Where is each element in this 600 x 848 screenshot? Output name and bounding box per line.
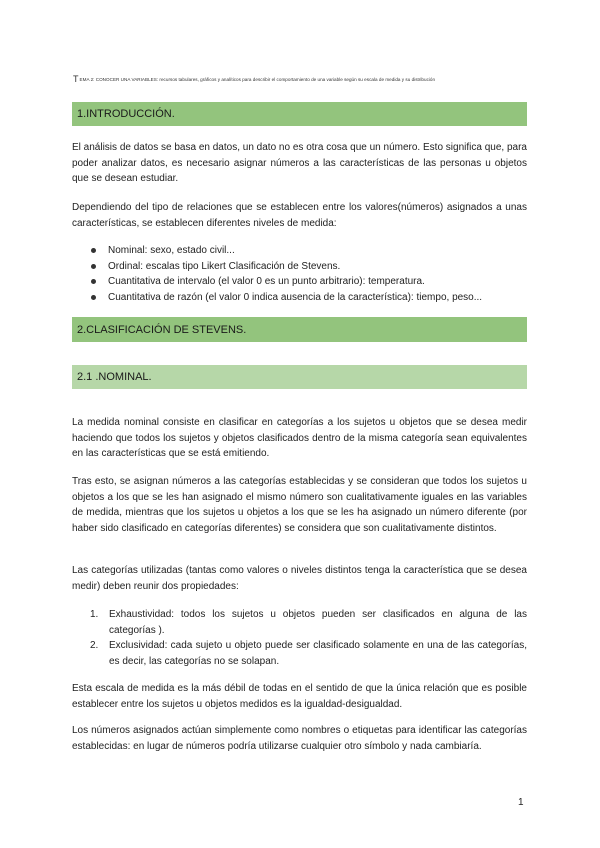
list-item: Cuantitativa de razón (el valor 0 indica ausencia de la característica): tiempo, peso... xyxy=(72,290,527,306)
list-item: 1. Exhaustividad: todos los sujetos u objetos pueden ser clasificados en alguna de las categorías ). xyxy=(90,609,527,636)
page-number: 1 xyxy=(518,797,524,808)
section-heading-stevens xyxy=(72,317,527,342)
list-item: Cuantitativa de intervalo (el valor 0 es un punto arbitrario): temperatura. xyxy=(72,274,527,290)
list-item: Nominal: sexo, estado civil... xyxy=(72,243,527,259)
section-heading-text: 2.CLASIFICACIÓN DE STEVENS. xyxy=(77,323,247,336)
nominal-paragraph-5: Los números asignados actúan simplemente como nombres o etiquetas para identificar las categorías establecidas: en lugar de números podría utilizarse cualquier otro símbolo y nada cambiaría. xyxy=(72,725,527,752)
nominal-paragraph-3: Las categorías utilizadas (tantas como valores o niveles distintos tenga la característica que se desea medir) deben reunir dos propiedades: xyxy=(72,565,527,592)
section-heading-introduccion xyxy=(72,102,527,126)
section-heading-text: 1.INTRODUCCIÓN. xyxy=(77,108,175,120)
bullet-icon xyxy=(91,248,96,253)
nominal-paragraph-1: La medida nominal consiste en clasificar en categorías a los sujetos u objetos que se desea medir haciendo que todos los sujetos y objetos clasificados dentro de la misma categoría sean equivalentes en las características que se está emitiendo. xyxy=(72,417,527,459)
page-header xyxy=(73,74,533,84)
header-initial: T xyxy=(73,74,79,84)
intro-paragraph-2: Dependiendo del tipo de relaciones que se establecen entre los valores(números) asignados a unas características, se establecen diferentes niveles de medida: xyxy=(72,202,527,229)
bullet-icon xyxy=(91,279,96,284)
header-text: EMA 2: CONOCER UNA VARIABLES: recursos tabulares, gráficos y analíticos para describir el comportamiento de una variable según su escala de medida y su distribución xyxy=(79,77,436,82)
list-item: 2. Exclusividad: cada sujeto u objeto puede ser clasificado solamente en una de las categorías, es decir, las categorías no se solapan. xyxy=(90,640,527,667)
subsection-heading-nominal xyxy=(72,365,527,389)
nominal-paragraph-4: Esta escala de medida es la más débil de todas en el sentido de que la única relación que es posible establecer entre los sujetos u objetos medidos es la igualdad-desigualdad. xyxy=(72,683,527,710)
bullet-icon xyxy=(91,264,96,269)
list-item: Ordinal: escalas tipo Likert Clasificación de Stevens. xyxy=(72,259,527,275)
intro-paragraph-1: El análisis de datos se basa en datos, un dato no es otra cosa que un número. Esto significa que, para poder analizar datos, es necesario asignar números a las características de las personas u objetos que se desean estudiar. xyxy=(72,142,527,184)
measurement-levels-list xyxy=(72,243,527,305)
properties-list xyxy=(72,607,527,669)
subsection-heading-text: 2.1 .NOMINAL. xyxy=(77,371,152,383)
bullet-icon xyxy=(91,295,96,300)
nominal-paragraph-2: Tras esto, se asignan números a las categorías establecidas y se consideran que todos los sujetos u objetos a los que se les han asignado el mismo número son cualitativamente iguales en las variables de medida, mientras que los sujetos u objetos a los que se les ha asignado un número diferente (por haber sido clasificado en categorías diferentes) se considera que son cualitativamente distintos. xyxy=(72,476,527,534)
